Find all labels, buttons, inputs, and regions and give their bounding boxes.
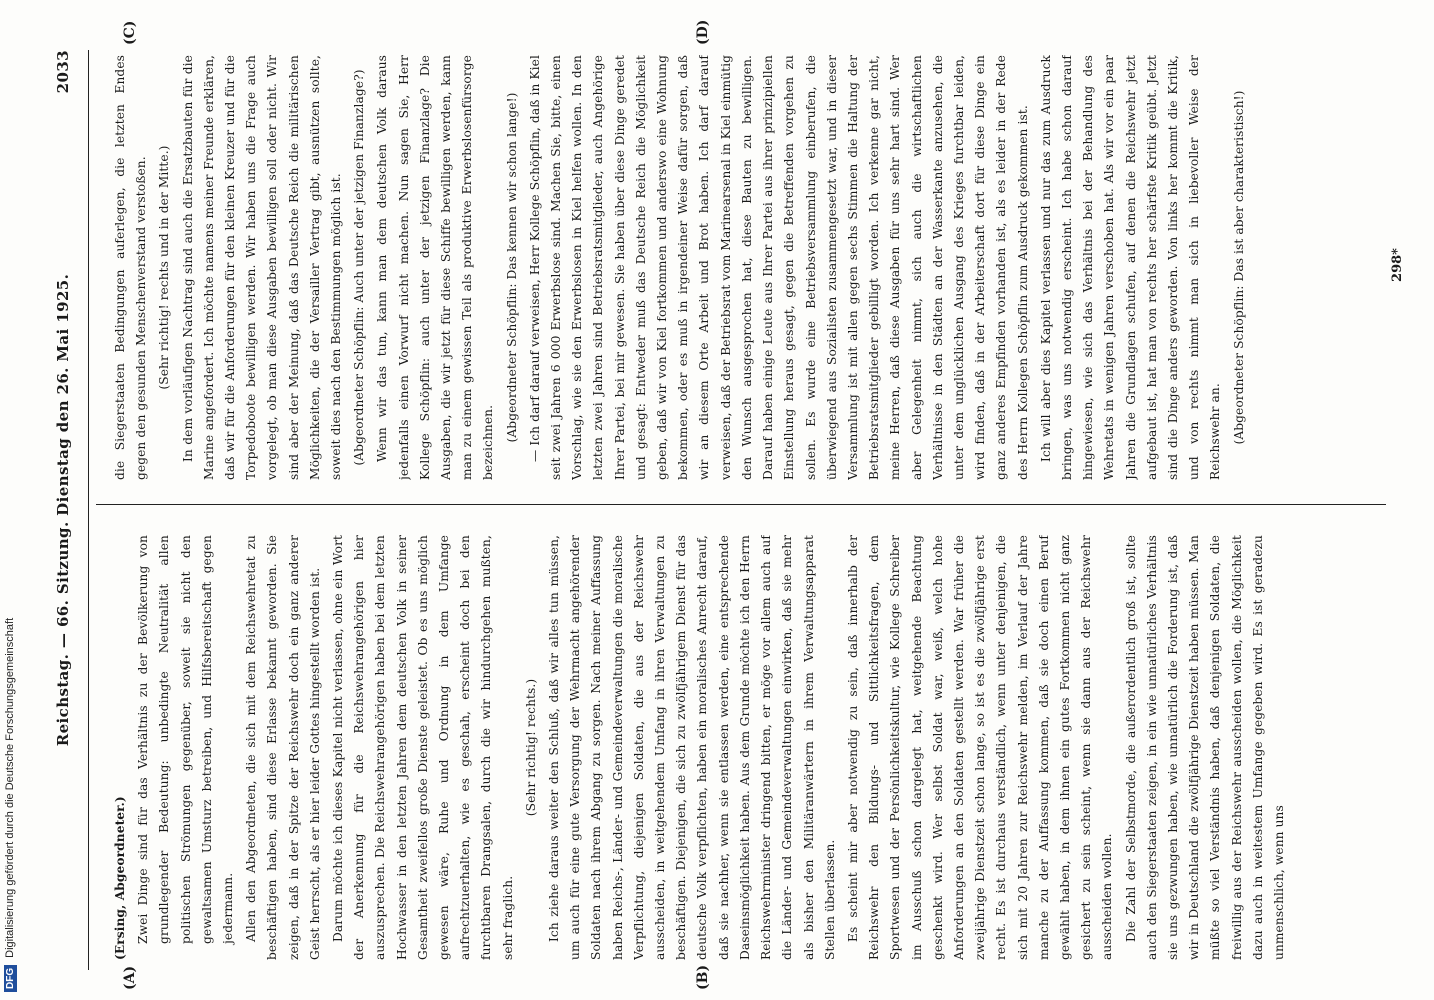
paragraph: Die Zahl der Selbstmorde, die außerordentlich groß ist, sollte auch den Siegerstaaten zeigen, in ein wie unnatürliches Verhältnis sie uns gezwungen haben, wie unnatürlich die Forderung ist, daß wir in Deutschland die zwölfjährige Dienstzeit haben müssen. Man müßte so viel Verständnis haben, daß denjenigen Soldaten, die freiwillig aus der Reichswehr ausscheiden wollen, die Möglichkeit dazu auch in weitestem Umfange gegeben wird. Es ist geradezu unmenschlich, wenn uns <box>1123 535 1286 960</box>
page-header <box>48 50 88 970</box>
paragraph: Darum möchte ich dieses Kapitel nicht verlassen, ohne ein Wort der Anerkennung für die Reichswehrangehörigen hier auszusprechen. Die Reichswehrangehörigen haben bei dem letzten Hochwasser in den letzten Jahren dem deutschen Volk in seiner Gesamtheit zweifellos große Dienste geleistet. Ob es uns möglich gewesen wäre, Ruhe und Ordnung in dem Umfange aufrechtzuerhalten, wie es geschah, erscheint doch bei den furchtbaren Drangsalen, durch die wir hindurchgehen mußten, sehr fraglich. <box>331 535 515 960</box>
paragraph: Allen den Abgeordneten, die sich mit dem Reichswehretat zu beschäftigen haben, sind diese Erlasse bekannt geworden. Sie zeigen, daß in der Spitze der Reichswehr doch ein ganz anderer Geist herrscht, als er hier leider Gottes hingestellt worden ist. <box>244 535 322 960</box>
paragraph: Es scheint mir aber notwendig zu sein, daß innerhalb der Reichswehr den Bildungs- und Sittlichkeitsfragen, dem Sportwesen und der Persönlichkeitskultur, wie Kollege Schreiber im Ausschuß schon dargelegt hat, weitgehende Beachtung geschenkt wird. Wer selbst Soldat war, weiß, welch hohe Anforderungen an den Soldaten gestellt werden. War früher die zweijährige Dienstzeit schon lange, so ist es die zwölfjährige erst recht. Es ist durchaus verständlich, wenn unter denjenigen, die sich mit 20 Jahren zur Reichswehr melden, im Verlauf der Jahre manche zu der Auffassung kommen, daß sie doch einen Beruf gewählt haben, in dem ihnen ein gutes Fortkommen nicht ganz gesichert zu sein scheint, wenn sie dann aus der Reichswehr ausscheiden wollen. <box>845 535 1115 960</box>
credit-text: Digitalisierung gefördert durch die Deutsche Forschungsgemeinschaft <box>4 617 16 958</box>
margin-marker-a: (A) <box>122 965 138 990</box>
page-number: 2033 <box>54 50 72 94</box>
footer-page-number: 298* <box>1390 248 1405 282</box>
margin-marker-b: (B) <box>695 964 711 990</box>
interjection: (Sehr richtig! rechts.) <box>523 678 538 817</box>
header-rule <box>88 50 89 970</box>
paragraph: — Ich darf darauf verweisen, Herr Kollege Schöpflin, daß in Kiel seit zwei Jahren 6 000 Erwerbslose sind. Machen Sie, bitte, einen Vorschlag, wie sie den Erwerbslosen in Kiel helfen wollen. In den letzten zwei Jahren sind Betriebsratsmitglieder, auch Angehörige Ihrer Partei, bei mir gewesen. Sie haben über diese Dinge geredet und gesagt: Entweder muß das Deutsche Reich die Möglichkeit geben, daß wir von Kiel fortkommen und anderswo eine Wohnung bekommen, oder es muß in irgendeiner Weise dafür sorgen, daß wir an diesem Orte Arbeit und Brot haben. Ich darf darauf verweisen, daß der Betriebsrat vom Marinearsenal in Kiel einmütig den Wunsch ausgesprochen hat, diese Bauten zu bewilligen. Darauf haben einige Leute aus Ihrer Partei aus ihrer prinzipiellen Einstellung heraus gesagt, gegen die Betreffenden vorgehen zu sollen. Es wurde eine Betriebsversammlung einberufen, die überwiegend aus Sozialisten zusammengesetzt war, und in dieser Versammlung ist mit allen gegen sechs Stimmen die Haltung der Betriebsratsmitglieder gebilligt worden. Ich verkenne gar nicht, meine Herren, daß diese Ausgaben für uns sehr hart sind. Wer aber Gelegenheit nimmt, sich auch die wirtschaftlichen Verhältnisse in den Städten an der Wasserkante anzusehen, die unter dem unglücklichen Ausgang des Krieges furchtbar leiden, wird finden, daß in der Arbeiterschaft dort für diese Dinge ein ganz anderes Empfinden vorhanden ist, als es leider in der Rede des Herrn Kollegen Schöpflin zum Ausdruck gekommen ist. <box>527 55 1030 480</box>
paragraph: Ich ziehe daraus weiter den Schluß, daß wir alles tun müssen, um auch für eine gute Versorgung der Wehrmacht angehörender Soldaten nach ihrem Abgang zu sorgen. Nach meiner Auffassung haben Reichs-, Länder- und Gemeindeverwaltungen die moralische Verpflichtung, diejenigen Soldaten, die aus der Reichswehr ausscheiden, in weitgehendem Umfang in ihren Verwaltungen zu beschäftigen. Diejenigen, die sich zu zwölfjährigem Dienst für das deutsche Volk verpflichten, haben ein moralisches Anrecht darauf, daß sie nachher, wenn sie entlassen werden, eine entsprechende Daseinsmöglichkeit haben. Aus dem Grunde möchte ich den Herrn Reichswehrminister dringend bitten, er möge vor allem auch auf die Länder- und Gemeindeverwaltungen einwirken, daß sie mehr als bisher den Militäranwärtern in ihrem Verwaltungsapparat Stellen überlassen. <box>547 535 837 960</box>
paragraph: Wenn wir das tun, kann man dem deutschen Volk daraus jedenfalls einen Vorwurf nicht machen. Nun sagen Sie, Herr Kollege Schöpflin: auch unter der jetzigen Finanzlage? Die Ausgaben, die wir jetzt für diese Schiffe bewilligen werden, kann man zu einem gewissen Teil als produktive Erwerbslosenfürsorge bezeichnen. <box>375 55 496 480</box>
left-column <box>110 535 1330 960</box>
header-title: Reichstag. — 66. Sitzung. Dienstag den 26. Mai 1925. <box>54 273 72 747</box>
right-column <box>110 55 1330 480</box>
column-divider <box>96 504 1386 505</box>
interjection: (Abgeordneter Schöpflin: Das kennen wir schon lange!) <box>504 92 519 443</box>
paragraph: Zwei Dinge sind für das Verhältnis zu der Bevölkerung von grundlegender Bedeutung: unbedingte Neutralität allen politischen Strömungen gegenüber, soweit sie nicht den gewaltsamen Umsturz betreiben, und Hilfsbereitschaft gegen jedermann. <box>136 535 236 944</box>
dfg-logo-icon: DFG <box>4 965 17 992</box>
paragraph: Ich will aber dies Kapitel verlassen und nur das zum Ausdruck bringen, was uns notwendig erscheint. Ich habe schon darauf hingewiesen, wie sich das Verhältnis bei der Behandlung des Wehretats in wenigen Jahren verschoben hat. Als wir vor ein paar Jahren die Grundlagen schufen, auf denen die Reichswehr jetzt aufgebaut ist, hat man von rechts her schärfste Kritik geübt. Jetzt sind die Dinge anders geworden. Von links her kommt die Kritik, und von rechts nimmt man sich in liebevoller Weise der Reichswehr an. <box>1038 55 1223 480</box>
speaker-line: (Ersing, Abgeordneter.) <box>113 796 127 960</box>
digitization-credit <box>4 12 17 992</box>
margin-marker-d: (D) <box>695 19 711 45</box>
paragraph: In dem vorläufigen Nachtrag sind auch die Ersatzbauten für die Marine angefordert. Ich möchte namens meiner Freunde erklären, daß wir für die Anforderungen für den kleinen Kreuzer und für die Torpedoboote bewilligen werden. Wir haben uns die Frage auch vorgelegt, ob man diese Ausgaben bewilligen soll oder nicht. Wir sind aber der Meinung, daß das Deutsche Reich die militärischen Möglichkeiten, die der Versailler Vertrag gibt, ausnützen sollte, soweit dies nach den Bestimmungen möglich ist. <box>180 55 344 480</box>
paragraph: die Siegerstaaten Bedingungen auferlegen, die letzten Endes gegen den gesunden Menschenverstand verstoßen. <box>113 55 149 480</box>
interjection: (Sehr richtig! rechts und in der Mitte.) <box>157 145 172 390</box>
interjection: (Abgeordneter Schöpflin: Das ist aber charakteristisch!) <box>1231 90 1246 445</box>
margin-marker-c: (C) <box>122 20 138 45</box>
interjection: (Abgeordneter Schöpflin: Auch unter der jetzigen Finanzlage?) <box>352 69 367 466</box>
